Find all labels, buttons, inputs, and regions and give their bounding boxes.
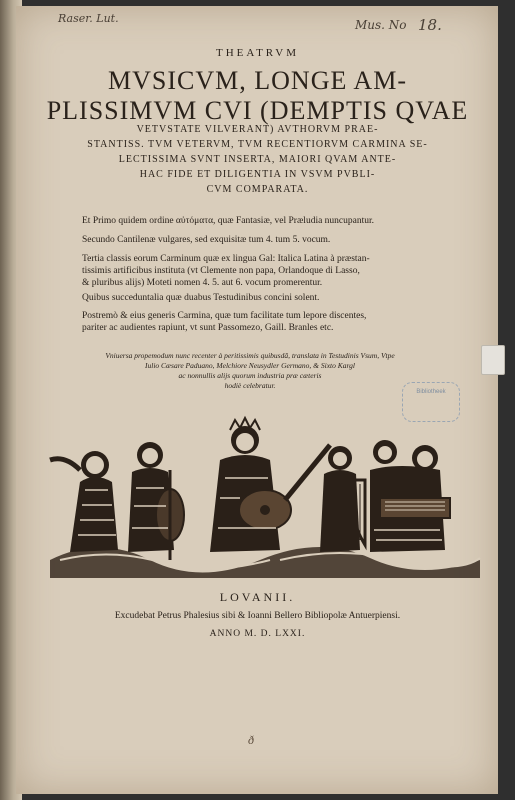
subtitle-line-c: LECTISSIMA SVNT INSERTA, MAIORI QVAM ANTE-	[118, 154, 397, 165]
dedication-block	[90, 351, 410, 391]
title-line-1: THEATRVM	[215, 47, 299, 59]
contents-paragraph-3-line-c: & pluribus alijs) Moteti nomen 4. 5. aut 6. vocum promerentur.	[82, 278, 323, 288]
subtitle-line-b: STANTISS. TVM VETERVM, TVM RECENTIORVM CARMINA SE-	[87, 139, 428, 150]
dedication-line-3: ac nonnullis alijs quorum industria præ cæteris	[178, 371, 322, 380]
contents-paragraph-3-line-a: Tertia classis eorum Carminum quæ ex lingua Gal: Italica Latina à præstan-	[82, 254, 370, 264]
shelfmark-label: Mus. No	[355, 18, 407, 32]
dedication-line-1: Vniuersa propemodum nunc recenter à peritissimis quibusdã, translata in Testudinis Vsum, Vtpe	[105, 351, 395, 360]
page-tab-marker[interactable]	[481, 345, 505, 375]
contents-paragraph-3	[82, 253, 452, 289]
contents-paragraph-2: Secundo Cantilenæ vulgares, sed exquisitæ tum 4. tum 5. vocum.	[82, 235, 331, 245]
subtitle-line-a: VETVSTATE VILVERANT) AVTHORVM PRAE-	[136, 124, 379, 135]
contents-paragraph-1: Et Primo quidem ordine αὐτόματα, quæ Fantasiæ, vel Præludia nuncupantur.	[82, 216, 375, 226]
main-title	[0, 66, 515, 126]
contents-paragraph-4: Quibus succeduntalia quæ duabus Testudinibus concini solent.	[82, 293, 320, 303]
title-line-2b: PLISSIMVM CVI (DEMPTIS QVAE	[46, 96, 469, 125]
contents-paragraph-5	[82, 310, 452, 334]
contents-paragraph-5-line-b: pariter ac audientes rapiunt, vt sunt Passomezo, Gaill. Branles etc.	[82, 323, 334, 333]
imprint-printer: Excudebat Petrus Phalesius sibi & Ioanni Bellero Bibliopolæ Antuerpiensi.	[114, 611, 401, 621]
musicians-woodcut-illustration	[40, 410, 485, 580]
shelfmark-number: 18.	[418, 16, 442, 34]
dedication-line-4: hodiè celebratur.	[224, 381, 276, 390]
dedication-line-2: Iulio Cæsare Paduano, Melchiore Neusydler Germano, & Sixto Kargl	[145, 361, 355, 370]
library-stamp: Bibliotheek	[402, 382, 460, 422]
handwritten-signature: Raser. Lut.	[58, 12, 119, 25]
contents-paragraph-3-line-b: tissimis artificibus instituta (vt Clemente non papa, Orlandoque di Lasso,	[82, 266, 360, 276]
imprint-year: ANNO M. D. LXXI.	[209, 629, 306, 639]
subtitle-line-d: HAC FIDE ET DILIGENTIA IN VSVM PVBLI-	[139, 169, 376, 180]
subtitle-block	[0, 122, 515, 197]
title-line-2a: MVSICVM, LONGE AM-	[108, 66, 407, 95]
imprint-city: LOVANII.	[219, 590, 296, 604]
bottom-handwritten-mark: ð	[248, 733, 254, 747]
contents-paragraph-5-line-a: Postremò & eius generis Carmina, quæ tum facilitate tum lepore discentes,	[82, 311, 367, 321]
subtitle-line-e: CVM COMPARATA.	[206, 184, 309, 195]
